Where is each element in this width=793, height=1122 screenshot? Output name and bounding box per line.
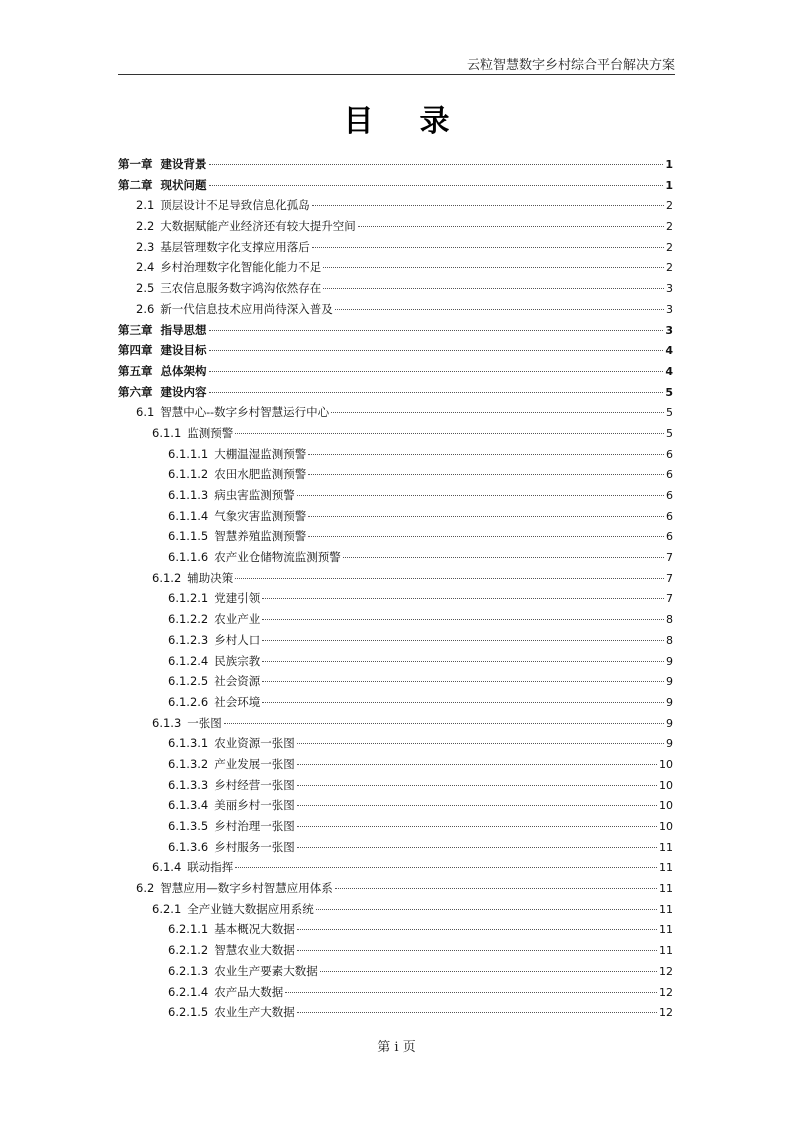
toc-entry[interactable]	[118, 630, 673, 651]
toc-entry-page: 4	[665, 364, 673, 378]
toc-entry-label: 智慧中心--数字乡村智慧运行中心	[160, 405, 330, 420]
toc-entry-label: 基层管理数字化支撑应用落后	[160, 239, 310, 254]
toc-leader-dots	[297, 495, 664, 496]
toc-entry-number: 6.1.3.6	[168, 839, 209, 854]
toc-entry-label: 新一代信息技术应用尚待深入普及	[160, 301, 333, 316]
toc-entry-page: 3	[666, 282, 673, 296]
toc-leader-dots	[209, 330, 664, 331]
toc-entry-page: 11	[659, 861, 673, 875]
toc-entry-number: 6.1.4	[152, 860, 182, 875]
toc-entry-label: 智慧应用—数字乡村智慧应用体系	[160, 881, 333, 896]
toc-entry[interactable]	[118, 320, 673, 341]
toc-entry-label: 农田水肥监测预警	[214, 467, 307, 482]
toc-entry-page: 6	[666, 509, 673, 523]
toc-leader-dots	[331, 412, 664, 413]
toc-entry[interactable]	[118, 795, 673, 816]
toc-entry[interactable]	[118, 671, 673, 692]
toc-entry[interactable]	[118, 837, 673, 858]
toc-entry-number: 6.2.1.2	[168, 943, 209, 958]
toc-leader-dots	[308, 516, 664, 517]
toc-leader-dots	[308, 474, 664, 475]
toc-entry-label: 乡村经营一张图	[214, 777, 295, 792]
toc-leader-dots	[297, 805, 657, 806]
toc-entry[interactable]	[118, 216, 673, 237]
toc-entry[interactable]	[118, 547, 673, 568]
toc-entry[interactable]	[118, 899, 673, 920]
toc-leader-dots	[235, 433, 664, 434]
toc-entry-number: 6.1.3.2	[168, 756, 209, 771]
toc-entry-number: 6.1.3.4	[168, 798, 209, 813]
toc-leader-dots	[297, 826, 657, 827]
table-of-contents	[118, 154, 673, 1023]
toc-entry-label: 民族宗教	[214, 653, 261, 668]
toc-entry-number: 第六章	[118, 384, 153, 399]
toc-entry[interactable]	[118, 982, 673, 1003]
toc-leader-dots	[297, 1012, 657, 1013]
toc-entry-number: 6.1.1.5	[168, 529, 209, 544]
toc-entry-number: 6.2.1.4	[168, 984, 209, 999]
toc-entry[interactable]	[118, 568, 673, 589]
toc-entry-page: 10	[659, 757, 673, 771]
toc-entry-number: 6.1.2.3	[168, 632, 209, 647]
toc-entry-number: 6.1.1.6	[168, 550, 209, 565]
toc-entry-page: 9	[666, 737, 673, 751]
toc-entry-page: 11	[659, 902, 673, 916]
toc-entry-label: 农业生产要素大数据	[214, 963, 318, 978]
toc-entry-number: 6.1.2.6	[168, 694, 209, 709]
toc-entry-number: 第二章	[118, 177, 153, 192]
toc-entry-page: 11	[659, 944, 673, 958]
toc-entry-page: 11	[659, 882, 673, 896]
toc-entry[interactable]	[118, 526, 673, 547]
toc-entry-number: 6.1.1	[152, 425, 182, 440]
toc-leader-dots	[308, 454, 664, 455]
toc-leader-dots	[262, 661, 664, 662]
toc-entry[interactable]	[118, 692, 673, 713]
toc-entry-page: 7	[666, 571, 673, 585]
toc-entry-label: 病虫害监测预警	[214, 488, 295, 502]
toc-title-char-1: 目	[343, 104, 374, 139]
toc-entry-number: 6.1.2.1	[168, 591, 209, 606]
toc-entry-label: 顶层设计不足导致信息化孤岛	[160, 198, 310, 213]
toc-entry-number: 2.1	[136, 198, 155, 213]
toc-entry-label: 指导思想	[160, 322, 207, 337]
toc-entry[interactable]	[118, 175, 673, 196]
toc-entry-number: 6.1.2	[152, 570, 182, 585]
toc-leader-dots	[297, 785, 657, 786]
toc-entry-number: 2.3	[136, 239, 155, 254]
toc-leader-dots	[297, 950, 657, 951]
toc-entry-page: 7	[666, 551, 673, 565]
toc-entry-number: 2.6	[136, 301, 155, 316]
toc-entry[interactable]	[118, 382, 673, 403]
toc-leader-dots	[335, 888, 657, 889]
toc-entry-label: 三农信息服务数字鸿沟依然存在	[160, 281, 322, 296]
toc-entry[interactable]	[118, 506, 673, 527]
toc-entry-number: 6.2	[136, 881, 155, 896]
toc-entry-number: 6.1.1.3	[168, 488, 209, 502]
toc-entry-page: 6	[666, 447, 673, 461]
toc-entry-label: 智慧养殖监测预警	[214, 529, 307, 544]
toc-entry[interactable]	[118, 713, 673, 734]
toc-entry[interactable]	[118, 154, 673, 175]
toc-entry-label: 大棚温湿监测预警	[214, 446, 307, 461]
toc-entry-number: 6.1.3.3	[168, 777, 209, 792]
toc-entry-number: 6.2.1.1	[168, 922, 209, 937]
toc-entry[interactable]	[118, 464, 673, 485]
toc-entry[interactable]	[118, 237, 673, 258]
toc-entry-label: 农业产业	[214, 612, 261, 627]
toc-entry[interactable]	[118, 816, 673, 837]
toc-entry-label: 智慧农业大数据	[214, 943, 295, 958]
toc-entry-number: 6.2.1.5	[168, 1005, 209, 1020]
toc-entry-label: 联动指挥	[187, 860, 234, 875]
toc-entry-page: 10	[659, 778, 673, 792]
toc-leader-dots	[209, 371, 664, 372]
toc-entry[interactable]	[118, 423, 673, 444]
toc-entry-number: 2.2	[136, 219, 155, 234]
toc-entry-label: 辅助决策	[187, 570, 234, 585]
toc-entry-page: 8	[666, 613, 673, 627]
toc-entry-label: 全产业链大数据应用系统	[187, 901, 314, 916]
toc-entry-page: 3	[666, 302, 673, 316]
toc-entry[interactable]	[118, 733, 673, 754]
toc-entry-page: 11	[659, 840, 673, 854]
toc-title-char-2: 录	[419, 104, 450, 139]
running-header-title: 云粒智慧数字乡村综合平台解决方案	[466, 58, 675, 73]
toc-entry-label: 社会环境	[214, 694, 261, 709]
toc-leader-dots	[209, 185, 664, 186]
toc-entry-label: 大数据赋能产业经济还有较大提升空间	[160, 219, 356, 234]
toc-entry[interactable]	[118, 919, 673, 940]
toc-entry-number: 6.1.2.5	[168, 674, 209, 689]
toc-entry-number: 第五章	[118, 363, 153, 378]
toc-entry-label: 社会资源	[214, 674, 261, 689]
toc-leader-dots	[262, 681, 664, 682]
toc-leader-dots	[335, 309, 664, 310]
toc-leader-dots	[235, 867, 657, 868]
toc-entry[interactable]	[118, 754, 673, 775]
toc-leader-dots	[209, 392, 664, 393]
toc-entry[interactable]	[118, 857, 673, 878]
toc-entry-label: 乡村人口	[214, 632, 261, 647]
toc-leader-dots	[235, 578, 664, 579]
toc-entry[interactable]	[118, 961, 673, 982]
toc-entry-label: 产业发展一张图	[214, 756, 295, 771]
toc-entry-number: 2.5	[136, 281, 155, 296]
toc-entry-number: 6.1.3.5	[168, 819, 209, 833]
toc-entry-label: 建设内容	[160, 384, 207, 399]
toc-entry-page: 5	[665, 385, 673, 399]
toc-leader-dots	[320, 971, 657, 972]
toc-entry[interactable]	[118, 195, 673, 216]
toc-entry-number: 第四章	[118, 343, 153, 358]
toc-entry-page: 12	[659, 985, 673, 999]
toc-entry-number: 第一章	[118, 157, 153, 171]
toc-entry[interactable]	[118, 402, 673, 423]
toc-entry[interactable]	[118, 940, 673, 961]
toc-entry-label: 总体架构	[160, 363, 207, 378]
toc-entry[interactable]	[118, 609, 673, 630]
toc-leader-dots	[312, 205, 664, 206]
toc-entry-label: 农业生产大数据	[214, 1005, 295, 1020]
toc-entry-page: 10	[659, 820, 673, 833]
toc-leader-dots	[312, 247, 664, 248]
toc-entry-page: 2	[666, 199, 673, 213]
toc-entry[interactable]	[118, 878, 673, 899]
toc-entry-page: 11	[659, 923, 673, 937]
toc-entry-page: 9	[666, 716, 673, 730]
toc-leader-dots	[297, 929, 657, 930]
toc-entry-page: 6	[666, 530, 673, 544]
toc-entry-number: 6.1.1.1	[168, 446, 209, 461]
toc-leader-dots	[308, 536, 664, 537]
toc-entry-page: 1	[665, 178, 673, 192]
toc-entry-number: 6.2.1.3	[168, 963, 209, 978]
toc-entry-number: 6.1.3.1	[168, 736, 209, 751]
toc-entry-page: 12	[659, 1006, 673, 1020]
toc-leader-dots	[285, 992, 657, 993]
toc-entry-label: 气象灾害监测预警	[214, 508, 307, 523]
toc-entry-page: 10	[659, 799, 673, 813]
toc-title	[0, 96, 793, 140]
toc-entry-page: 9	[666, 654, 673, 668]
toc-entry-page: 6	[666, 489, 673, 502]
toc-entry-page: 12	[659, 964, 673, 978]
toc-entry[interactable]	[118, 278, 673, 299]
toc-entry[interactable]	[118, 257, 673, 278]
toc-leader-dots	[358, 226, 664, 227]
toc-leader-dots	[209, 164, 664, 165]
toc-entry-number: 6.1.1.2	[168, 467, 209, 482]
toc-entry-page: 1	[665, 158, 673, 171]
header-rule	[118, 74, 675, 75]
toc-entry-number: 6.2.1	[152, 901, 182, 916]
toc-entry-label: 农产业仓储物流监测预警	[214, 550, 341, 565]
toc-entry[interactable]	[118, 444, 673, 465]
toc-entry-page: 7	[666, 592, 673, 606]
toc-entry-page: 6	[666, 468, 673, 482]
toc-leader-dots	[224, 723, 664, 724]
toc-leader-dots	[323, 288, 664, 289]
toc-entry[interactable]	[118, 340, 673, 361]
toc-entry-page: 2	[666, 240, 673, 254]
toc-leader-dots	[323, 267, 664, 268]
toc-entry-label: 现状问题	[160, 177, 207, 192]
toc-entry-number: 6.1.2.2	[168, 612, 209, 627]
toc-entry[interactable]	[118, 1002, 673, 1023]
toc-entry-label: 农产品大数据	[214, 984, 284, 999]
toc-leader-dots	[297, 743, 664, 744]
toc-entry-number: 第三章	[118, 322, 153, 337]
toc-entry-label: 建设背景	[160, 157, 207, 171]
toc-entry-label: 一张图	[187, 715, 222, 730]
toc-leader-dots	[297, 847, 657, 848]
toc-entry-number: 6.1	[136, 405, 155, 420]
toc-leader-dots	[262, 702, 664, 703]
toc-entry[interactable]	[118, 651, 673, 672]
toc-leader-dots	[343, 557, 664, 558]
toc-leader-dots	[262, 640, 664, 641]
toc-entry-label: 党建引领	[214, 591, 261, 606]
toc-leader-dots	[209, 350, 664, 351]
toc-entry-label: 乡村治理一张图	[214, 819, 295, 833]
toc-entry-page: 5	[666, 406, 673, 420]
toc-entry-page: 2	[666, 261, 673, 275]
toc-entry-page: 8	[666, 633, 673, 647]
toc-entry-page: 2	[666, 220, 673, 234]
toc-entry-label: 建设目标	[160, 343, 207, 358]
toc-entry-page: 3	[665, 323, 673, 337]
toc-entry[interactable]	[118, 485, 673, 506]
toc-entry-label: 乡村服务一张图	[214, 839, 295, 854]
toc-entry-number: 6.1.1.4	[168, 508, 209, 523]
page-number-footer: 第 i 页	[377, 1040, 416, 1055]
toc-entry-page: 9	[666, 675, 673, 689]
toc-entry[interactable]	[118, 299, 673, 320]
toc-leader-dots	[297, 764, 657, 765]
toc-leader-dots	[316, 909, 657, 910]
toc-entry-page: 5	[666, 426, 673, 440]
toc-entry-number: 2.4	[136, 260, 155, 275]
toc-entry-label: 农业资源一张图	[214, 736, 295, 751]
toc-entry-page: 9	[666, 695, 673, 709]
toc-leader-dots	[262, 598, 664, 599]
toc-leader-dots	[262, 619, 664, 620]
toc-entry-label: 基本概况大数据	[214, 922, 295, 937]
toc-entry[interactable]	[118, 361, 673, 382]
toc-entry-page: 4	[665, 344, 673, 358]
toc-entry[interactable]	[118, 588, 673, 609]
toc-entry-label: 美丽乡村一张图	[214, 798, 295, 813]
toc-entry-label: 监测预警	[187, 425, 234, 440]
toc-entry-number: 6.1.3	[152, 715, 182, 730]
toc-entry[interactable]	[118, 775, 673, 796]
toc-entry-label: 乡村治理数字化智能化能力不足	[160, 260, 322, 275]
toc-entry-number: 6.1.2.4	[168, 653, 209, 668]
